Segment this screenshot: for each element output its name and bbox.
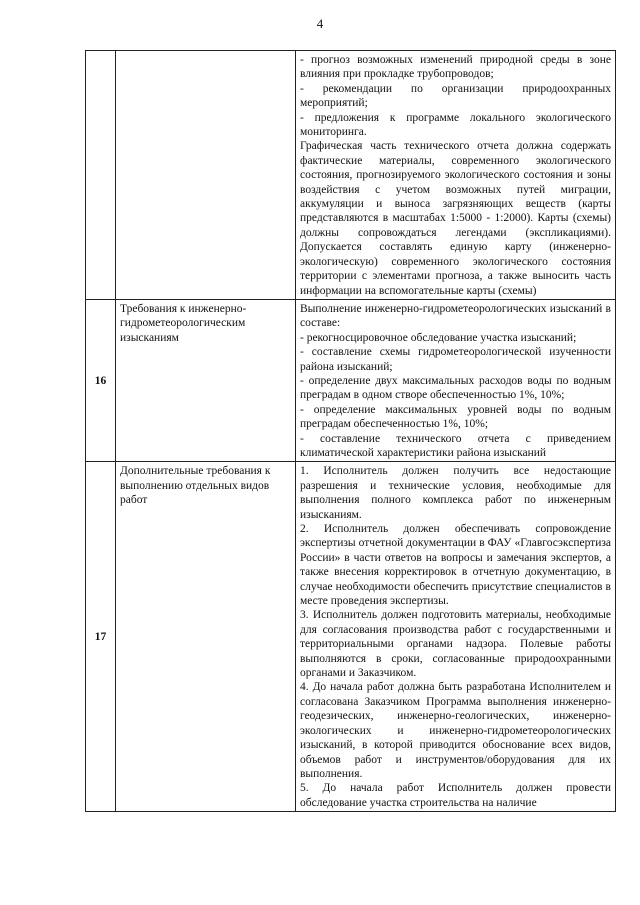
- table-row: [86, 462, 616, 812]
- content-paragraph: - определение двух максимальных расходов воды по водным преградам в одном створе обеспеченностью 1%, 10%;: [300, 374, 611, 402]
- content-paragraph: - составление технического отчета с приведением климатической характеристики района изысканий: [300, 432, 611, 459]
- requirement-name: Требования к инженерно-гидрометеорологическим изысканиям: [116, 299, 296, 461]
- content-paragraph: 3. Исполнитель должен подготовить материалы, необходимые для согласования производства работ с государственными и территориальными органами надзора. Полевые работы выполняются в сроки, согласованные природоохранными органами и Заказчиком.: [300, 609, 611, 680]
- content-paragraph: 4. До начала работ должна быть разработана Исполнителем и согласована Заказчиком Программа выполнения инженерно-геодезических, инженерно-геологических, инженерно-экологических и инженерно-гидрометеорологических изысканий, в которой приводится обоснование всех видов, объемов работ и инструментов/оборудования для их выполнения.: [300, 681, 611, 780]
- content-paragraph: - прогноз возможных изменений природной среды в зоне влияния при прокладке трубопроводов;: [300, 54, 611, 81]
- table-row: [86, 51, 616, 300]
- content-paragraph: Выполнение инженерно-гидрометеорологических изысканий в составе:: [300, 302, 611, 330]
- content-paragraph: - рекогносцировочное обследование участка изысканий;: [300, 331, 577, 344]
- requirement-content: [296, 462, 616, 812]
- requirements-table: [85, 50, 616, 812]
- content-paragraph: 2. Исполнитель должен обеспечивать сопровождение экспертизы отчетной документации в ФАУ «Главгосэкспертиза России» в части ответов на вопросы и замечания экспертов, а также внесения корректировок в отчетную документацию, в случае необходимости обеспечить присутствие специалистов в месте проведения экспертизы.: [300, 523, 611, 608]
- requirement-name: [116, 51, 296, 300]
- content-paragraph: 1. Исполнитель должен получить все недостающие разрешения и технические условия, необходимые для выполнения полного комплекса работ по инженерным изысканиям.: [300, 465, 611, 521]
- content-paragraph: 5. До начала работ Исполнитель должен провести обследование участка строительства на наличие: [300, 782, 611, 809]
- requirement-content: [296, 299, 616, 461]
- content-paragraph: - определение максимальных уровней воды по водным преградам обеспеченностью 1%, 10%;: [300, 403, 611, 431]
- page-number: 4: [316, 16, 324, 31]
- requirement-content: [296, 51, 616, 300]
- row-number: 17: [86, 462, 116, 812]
- content-paragraph: Графическая часть технического отчета должна содержать фактические материалы, современного экологического состояния, прогнозируемого экологического состояния и зоны воздействия с учетом возможных путей миграции, аккумуляции и выноса загрязняющих веществ (карты представляются в масштабах 1:5000 - 1:2000). Карты (схемы) должны сопровождаться легендами (экспликациями). Допускается составлять единую карту (инженерно-экологическую) современного экологического состояния территории с элементами прогноза, а также выносить часть информации на вспомогательные карты (схемы): [300, 140, 611, 297]
- row-number: [86, 51, 116, 300]
- requirement-name: Дополнительные требования к выполнению отдельных видов работ: [116, 462, 296, 812]
- row-number: 16: [86, 299, 116, 461]
- content-paragraph: - предложения к программе локального экологического мониторинга.: [300, 111, 611, 139]
- table-row: [86, 299, 616, 461]
- content-paragraph: - составление схемы гидрометеорологической изученности района изысканий;: [300, 346, 611, 373]
- content-paragraph: - рекомендации по организации природоохранных мероприятий;: [300, 82, 611, 110]
